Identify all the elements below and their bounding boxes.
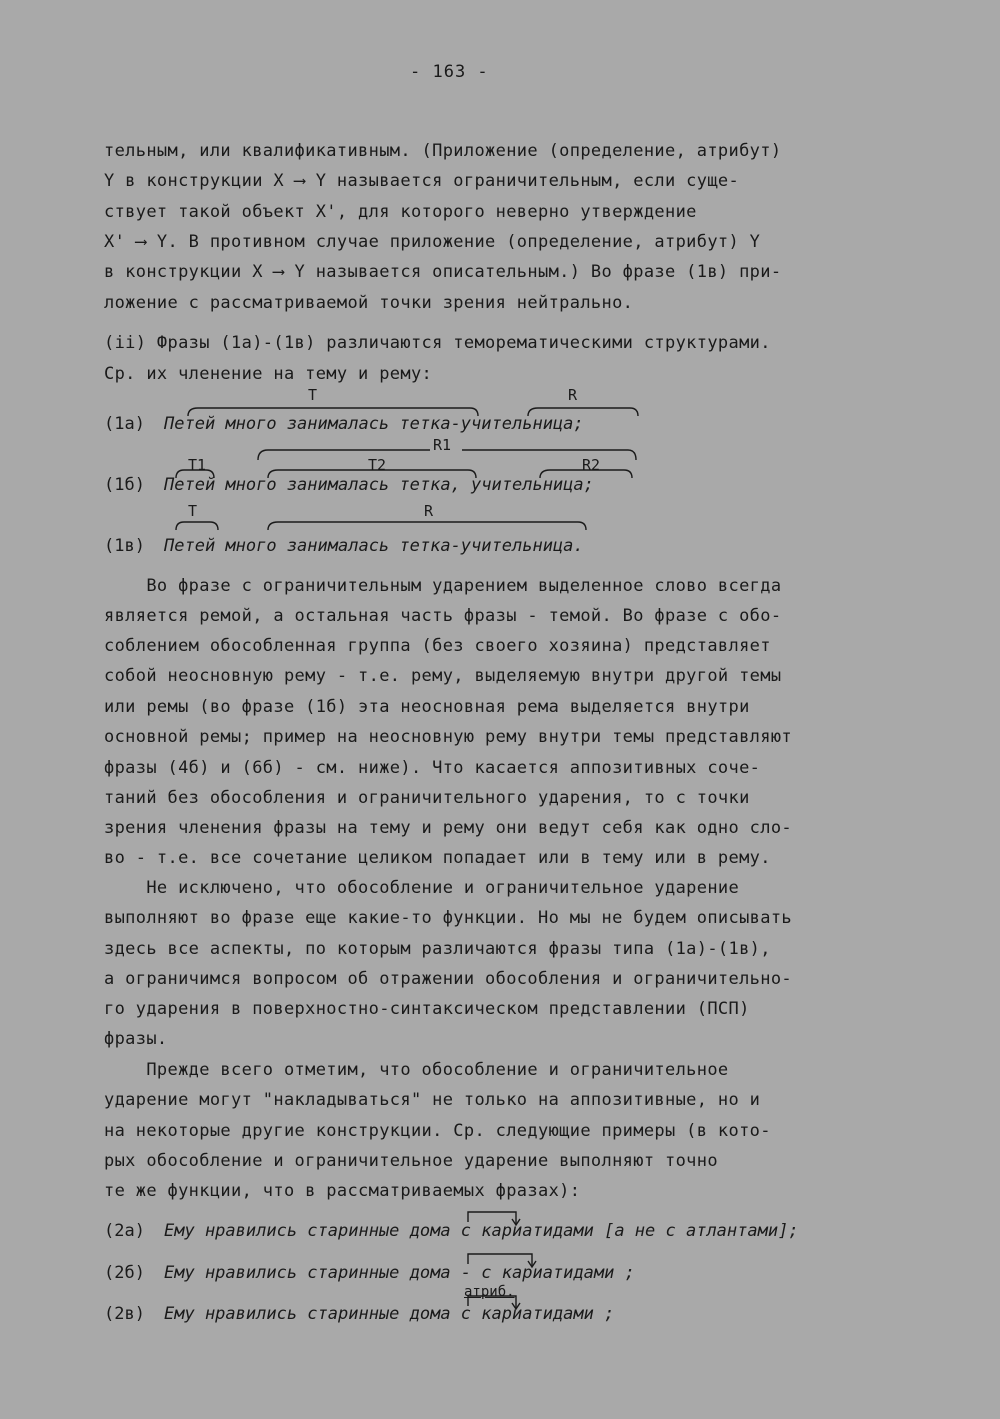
dependency-arrow (468, 1212, 516, 1224)
attributive-label: атриб. (464, 1284, 515, 1300)
example-label: (2а) (104, 1221, 145, 1241)
rheme-mark: R (424, 502, 434, 520)
example-text: Петей много занималась тетка-учительница; (164, 414, 584, 434)
text-line: Прежде всего отметим, что обособление и ограничительное (104, 1060, 729, 1080)
text-line: здесь все аспекты, по которым различаются фразы типа (1а)-(1в), (104, 939, 771, 959)
rheme-mark: R2 (582, 456, 601, 474)
text-line: го ударения в поверхностно-синтаксическом представлении (ПСП) (104, 999, 750, 1019)
text-line: а ограничимся вопросом об отражении обособления и ограничительно- (104, 969, 793, 989)
text-line: во - т.е. все сочетание целиком попадает или в тему или в рему. (104, 848, 771, 868)
text-line: в конструкции X ⟶ Y называется описательным.) Во фразе (1в) при- (104, 262, 782, 282)
theme-mark: T1 (188, 456, 207, 474)
dependency-arrow (468, 1296, 516, 1308)
text-line: X' ⟶ Y. В противном случае приложение (определение, атрибут) Y (104, 232, 761, 252)
theme-mark: T2 (368, 456, 387, 474)
text-line: является ремой, а остальная часть фразы - темой. Во фразе с обо- (104, 606, 782, 626)
text-line: зрения членения фразы на тему и рему они ведут себя как одно сло- (104, 818, 793, 838)
text-line: Ср. их членение на тему и рему: (104, 364, 433, 384)
example-text: Петей много занималась тетка-учительница. (164, 536, 584, 556)
text-line: Y в конструкции X ⟶ Y называется ограничительным, если суще- (104, 171, 740, 191)
theme-mark: T (308, 386, 318, 404)
example-label: (2б) (104, 1263, 145, 1283)
example-label: (1а) (104, 414, 145, 434)
example-label: (1б) (104, 475, 145, 495)
page-number: - 163 - (410, 62, 489, 82)
dependency-arrow (468, 1254, 532, 1266)
theme-mark: T (188, 502, 198, 520)
text-line: Не исключено, что обособление и ограничительное ударение (104, 878, 740, 898)
text-line: или ремы (во фразе (1б) эта неосновная рема выделяется внутри (104, 697, 750, 717)
text-line: выполняют во фразе еще какие-то функции. Но мы не будем описывать (104, 908, 793, 928)
rheme-mark: R1 (433, 436, 452, 454)
text-line: собой неосновную рему - т.е. рему, выделяемую внутри другой темы (104, 666, 782, 686)
example-text: Ему нравились старинные дома с кариатидами [а не с атлантами]; (164, 1221, 799, 1241)
example-text: Петей много занималась тетка, учительница; (164, 475, 594, 495)
rheme-mark: R (568, 386, 578, 404)
text-line: рых обособление и ограничительное ударение выполняют точно (104, 1151, 718, 1171)
example-label: (2в) (104, 1304, 145, 1324)
example-label: (1в) (104, 536, 145, 556)
text-line: основной ремы; пример на неосновную рему внутри темы представляют (104, 727, 793, 747)
text-line: Во фразе с ограничительным ударением выделенное слово всегда (104, 576, 782, 596)
text-line: фразы (4б) и (6б) - см. ниже). Что касается аппозитивных сочe- (104, 758, 761, 778)
text-line: соблением обособленная группа (без своего хозяина) представляет (104, 636, 771, 656)
example-text: Ему нравились старинные дома с кариатидами ; (164, 1304, 615, 1324)
example-text: Ему нравились старинные дома - с кариатидами ; (164, 1263, 635, 1283)
text-line: фразы. (104, 1029, 168, 1049)
text-line: ударение могут "накладываться" не только на аппозитивные, но и (104, 1090, 761, 1110)
text-line: те же функции, что в рассматриваемых фразах): (104, 1181, 581, 1201)
text-line: ствует такой объект X', для которого неверно утверждение (104, 202, 697, 222)
text-line: тельным, или квалификативным. (Приложение (определение, атрибут) (104, 141, 782, 161)
text-line: ложение с рассматриваемой точки зрения нейтрально. (104, 293, 634, 313)
text-line: на некоторые другие конструкции. Ср. следующие примеры (в кото- (104, 1121, 771, 1141)
text-line: таний без обособления и ограничительного ударения, то с точки (104, 788, 750, 808)
text-line: (ii) Фразы (1а)-(1в) различаются теморематическими структурами. (104, 333, 771, 353)
